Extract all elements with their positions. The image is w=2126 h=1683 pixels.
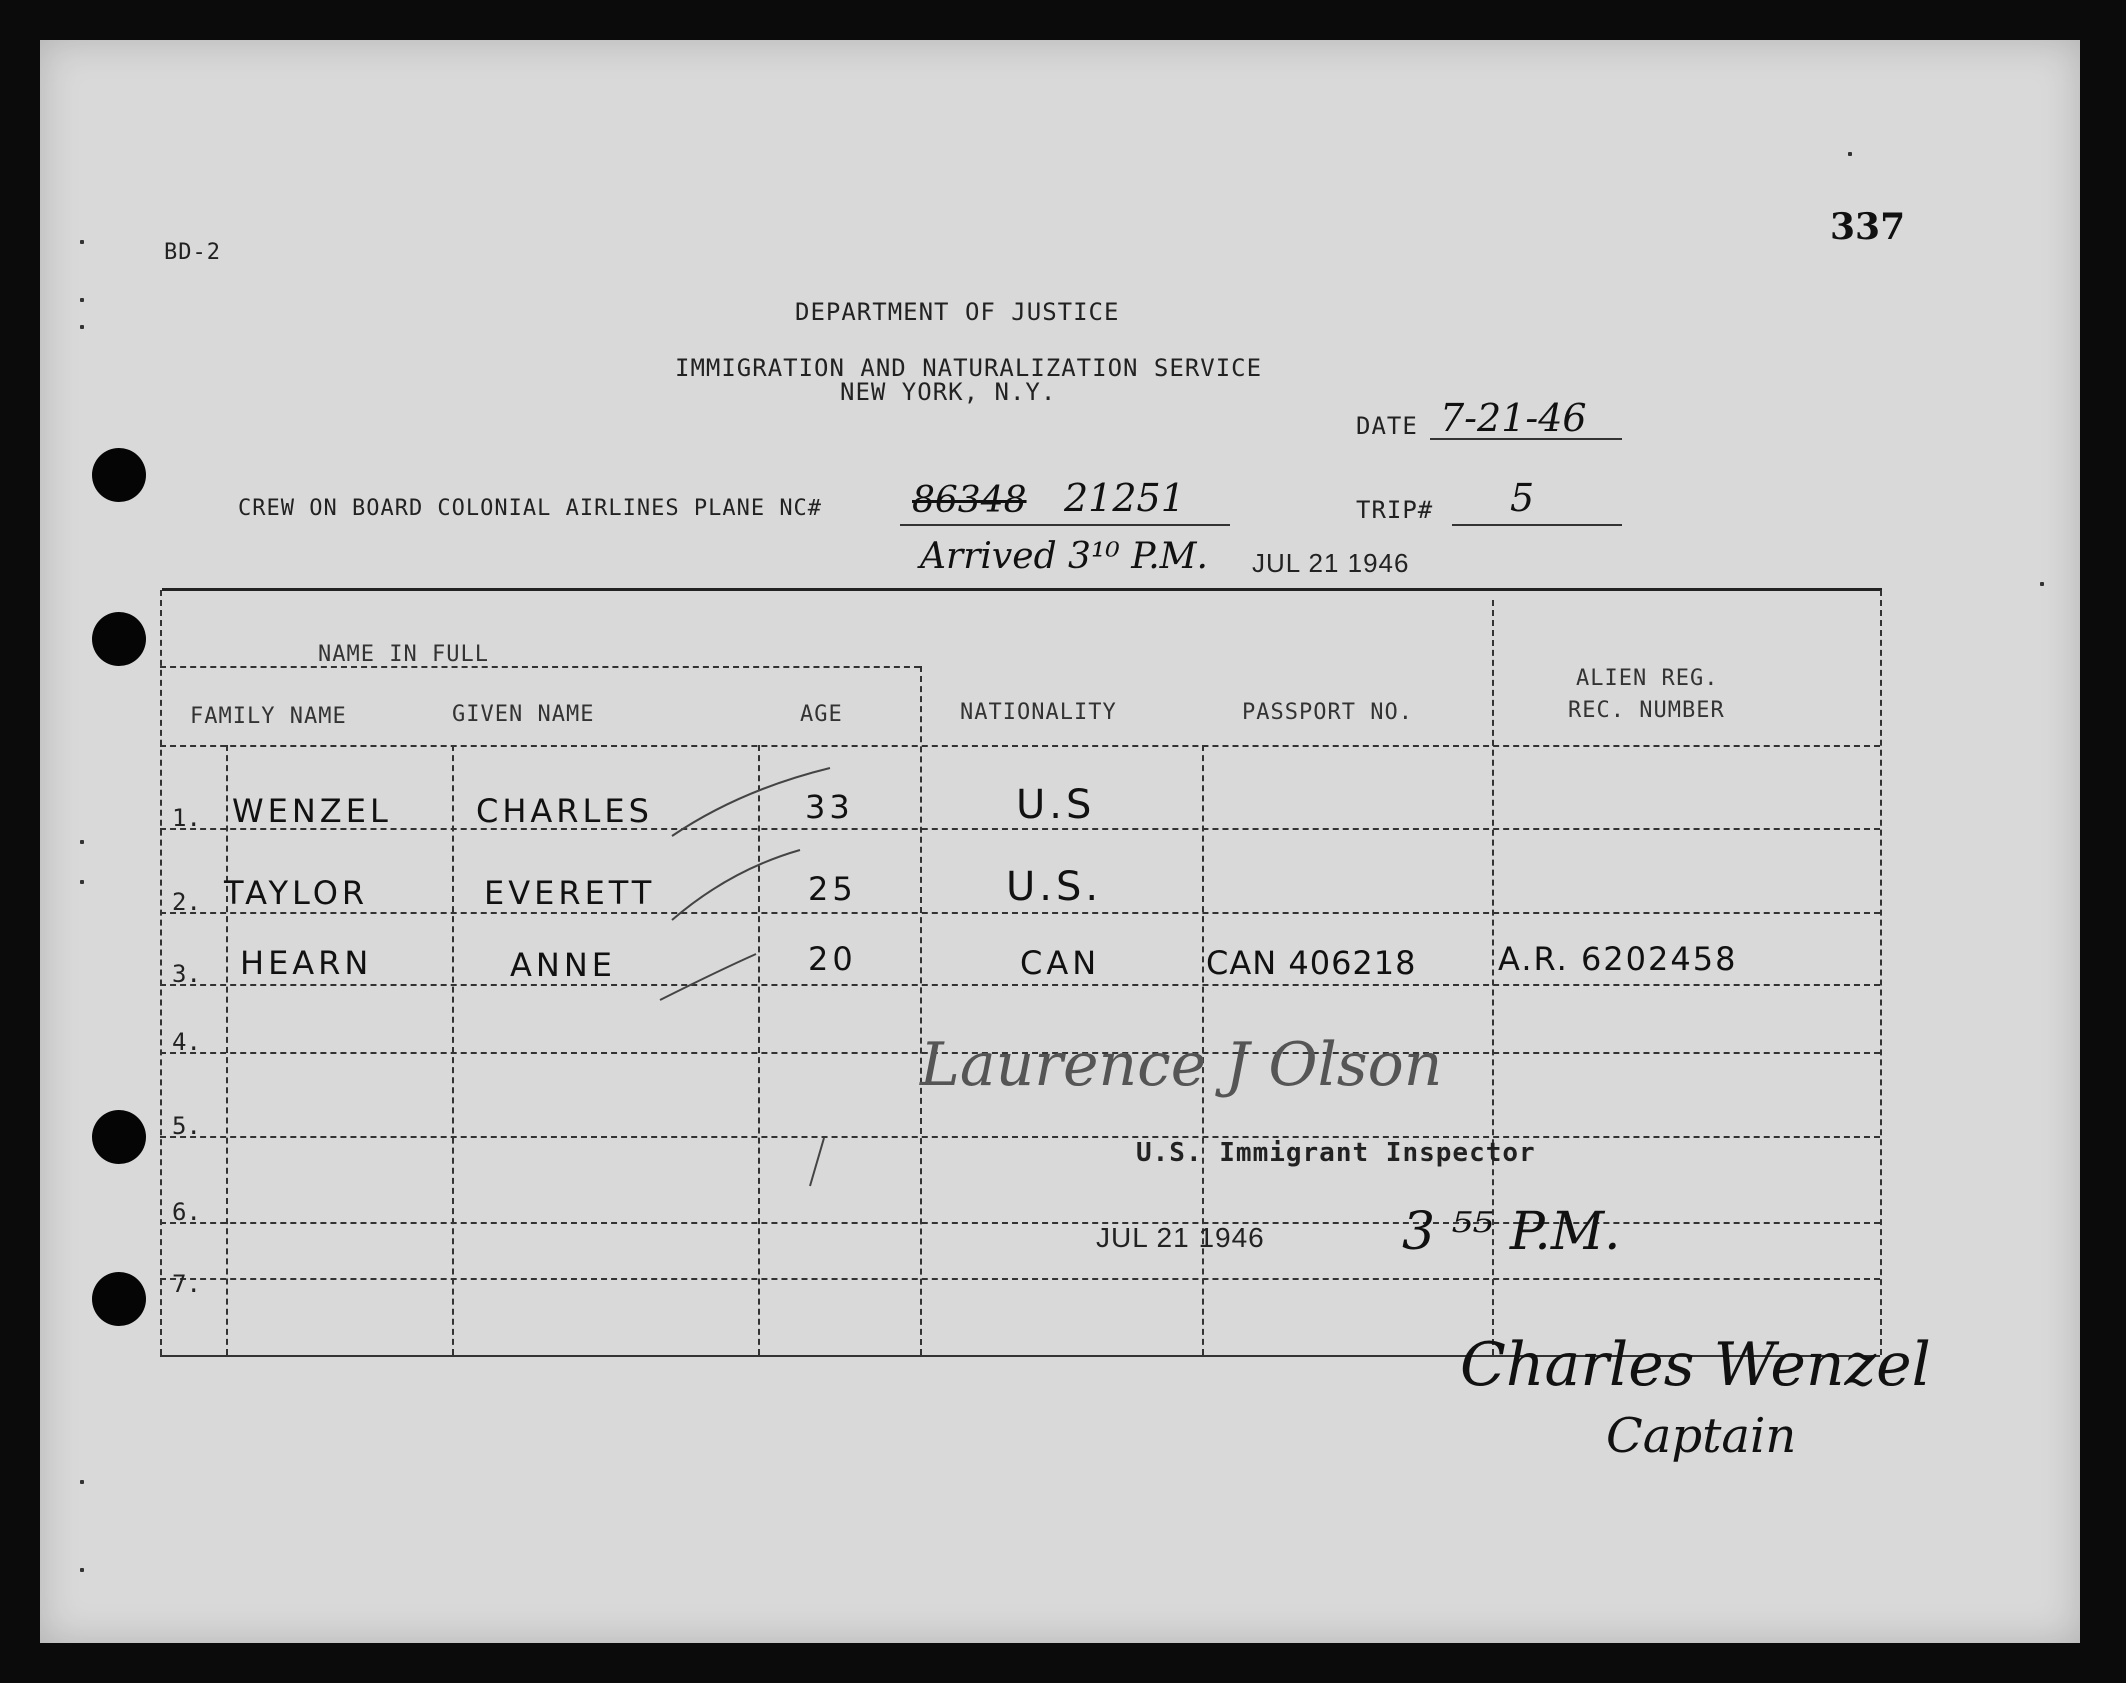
- inspection-date-stamp: JUL 21 1946: [1096, 1222, 1265, 1253]
- given-name-header: GIVEN NAME: [452, 702, 595, 727]
- trip-value: 5: [1510, 476, 1535, 520]
- nationality-cell: CAN: [1020, 944, 1101, 982]
- row-number: 3.: [172, 960, 201, 988]
- form-code: BD-2: [164, 240, 221, 265]
- tick-mark: [672, 768, 830, 836]
- age-header: AGE: [800, 702, 843, 727]
- department-heading: DEPARTMENT OF JUSTICE: [795, 298, 1120, 326]
- row-number: 5.: [172, 1112, 201, 1140]
- tick-mark: [672, 850, 800, 920]
- passport-header: PASSPORT NO.: [1242, 700, 1413, 725]
- trip-label: TRIP#: [1356, 496, 1434, 524]
- age-cell: 33: [805, 788, 854, 826]
- row-number: 1.: [172, 804, 201, 832]
- age-cell: 25: [808, 870, 857, 908]
- date-label: DATE: [1356, 412, 1418, 440]
- given-name-cell: ANNE: [510, 946, 616, 984]
- crew-label: CREW ON BOARD COLONIAL AIRLINES PLANE NC#: [238, 496, 823, 521]
- family-name-cell: HEARN: [240, 944, 373, 982]
- rec-number-header: REC. NUMBER: [1568, 698, 1725, 723]
- date-value: 7-21-46: [1440, 396, 1587, 440]
- name-in-full-header: NAME IN FULL: [318, 642, 489, 667]
- nationality-cell: U.S.: [1006, 864, 1103, 910]
- given-name-cell: CHARLES: [476, 792, 653, 830]
- service-heading: IMMIGRATION AND NATURALIZATION SERVICE: [675, 354, 1263, 382]
- given-name-cell: EVERETT: [484, 874, 656, 912]
- inspector-signature: Laurence J Olson: [920, 1030, 1443, 1100]
- row-number: 4.: [172, 1028, 201, 1056]
- family-name-cell: TAYLOR: [224, 874, 369, 912]
- alien-reg-header: ALIEN REG.: [1576, 666, 1719, 691]
- age-cell: 20: [808, 940, 857, 978]
- arrival-time: Arrived 3¹⁰ P.M.: [920, 536, 1208, 577]
- alien-reg-cell: A.R. 6202458: [1498, 940, 1738, 978]
- row-number: 2.: [172, 888, 201, 916]
- document-sheet: [40, 40, 2080, 1643]
- row-number: 7.: [172, 1270, 201, 1298]
- inspection-time: 3 ⁵⁵ P.M.: [1402, 1202, 1621, 1262]
- tick-mark: [660, 954, 756, 1000]
- family-name-header: FAMILY NAME: [190, 704, 347, 729]
- location-heading: NEW YORK, N.Y.: [840, 378, 1057, 406]
- plane-number: 21251: [1064, 476, 1185, 520]
- family-name-cell: WENZEL: [232, 792, 392, 830]
- nationality-cell: U.S: [1016, 782, 1096, 828]
- nationality-header: NATIONALITY: [960, 700, 1117, 725]
- tick-mark: [810, 1138, 824, 1186]
- captain-signature: Charles Wenzel: [1460, 1330, 1931, 1400]
- tick-marks: [40, 40, 2080, 1643]
- captain-title: Captain: [1606, 1408, 1797, 1464]
- page-number: 337: [1830, 206, 1906, 248]
- passport-cell: CAN 406218: [1206, 944, 1417, 982]
- inspector-title: U.S. Immigrant Inspector: [1136, 1138, 1536, 1168]
- plane-number-struck: 86348: [912, 480, 1027, 521]
- arrival-stamp: JUL 21 1946: [1252, 548, 1410, 578]
- row-number: 6.: [172, 1198, 201, 1226]
